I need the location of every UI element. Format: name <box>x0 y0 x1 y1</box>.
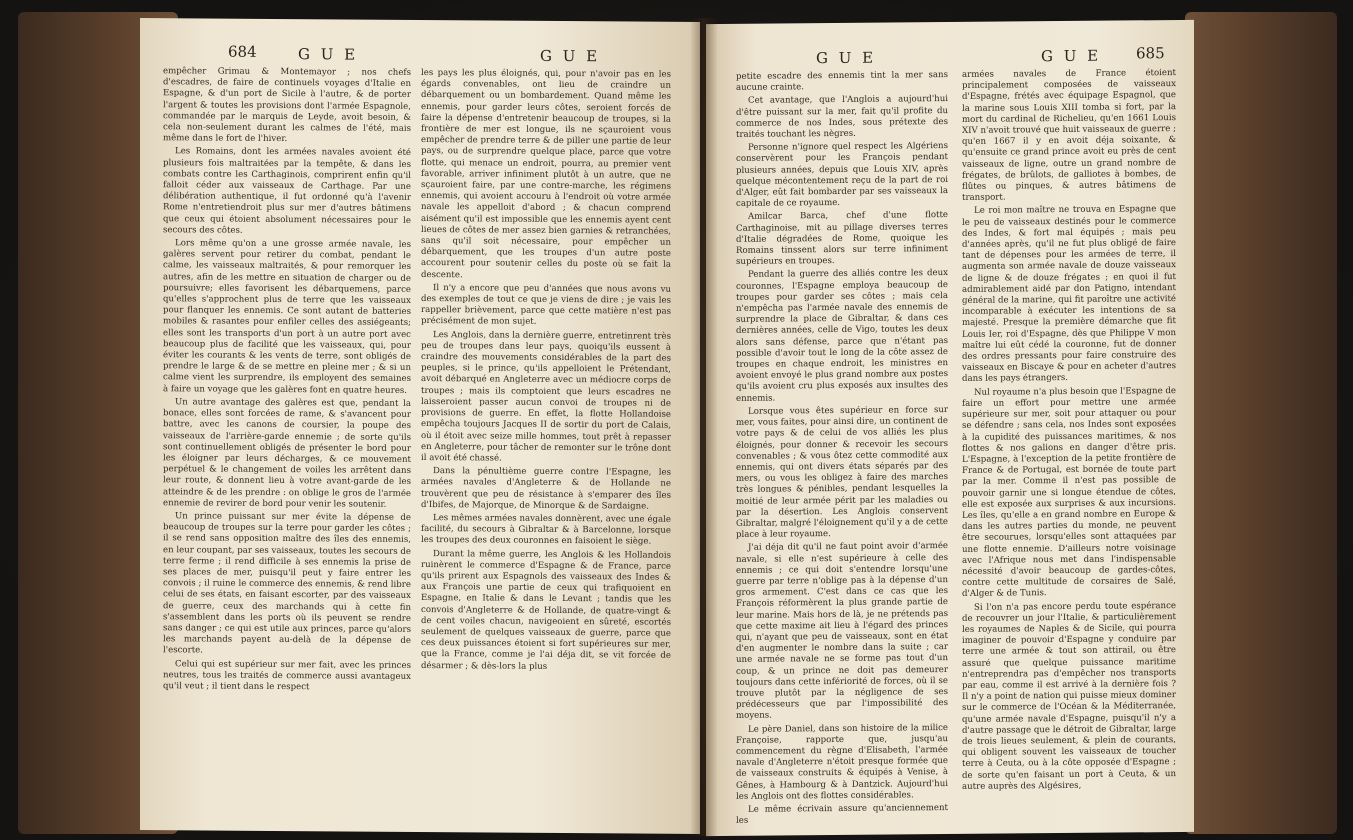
paragraph: Le roi mon maître ne trouva en Espagne que le peu de vaisseaux destinés pour le commerce des Indes, & fort mal équipés ; mais peu d'années après, qu'il ne fut plus obligé de faire tant de dépenses pour les armées de terre, il augmenta son armée navale de douze vaisseaux de ligne & de douze frégates ; en quoi il fut admirablement aidé par don Patigno, intendant général de la marine, qui fit paroître une activité incomparable à exécuter les intentions de sa majesté. Presque la première démarche que fit Louis Ier, roi d'Espagne, dès que Philippe V mon maître lui eût cédé la couronne, fut de donner des ordres pressants pour faire construire des vaisseaux en Biscaye & pour en acheter d'autres dans les pays étrangers. <box>962 204 1176 385</box>
paragraph: Un autre avantage des galères est que, pendant la bonace, elles sont forcées de rame, & s'avancent pour battre, avec les canons de coursier, la poupe des vaisseaux de l'arrière-garde ennemie ; de sorte qu'ils sont continuellement obligés de présenter le bord pour les éloigner par leurs décharges, & ce mouvement perpétuel & le changement de voiles les arrêtent dans leur route, & donnent lieu à votre avant-garde de les atteindre & de les prendre : on oblige le gros de l'armée ennemie de revirer de bord pour venir les soutenir. <box>163 397 411 510</box>
paragraph: Lors même qu'on a une grosse armée navale, les galères servent pour retirer du combat, pendant le calme, les vaisseaux maltraités, & pour remorquer les autres, afin de les mettre en situation de charger ou de poursuivre; elles favorisent les débarquemens, parce qu'elles s'approchent plus de terre que les vaisseaux pour flanquer les ennemis. Ce sont autant de batteries mobiles & rasantes pour enfiler celles des assiégeants; elles sont les transports d'un port à un autre port avec beaucoup plus de facilité que les vaisseaux, qui, pour éviter les courants & les vents de terre, sont obligés de prendre le large & de se mettre en pleine mer ; & si un calme vient les surprendre, ils employent des semaines à faire un voyage que les galères font en quatre heures. <box>163 238 411 396</box>
text-column-2 <box>421 68 671 676</box>
paragraph: Lorsque vous êtes supérieur en force sur mer, vous faites, pour ainsi dire, un continent de votre pays & de celui de vos alliés les plus éloignés, pour donner & recevoir les secours convenables ; & vous ôtez cette commodité aux ennemis, qui ont divers états séparés par des mers, ou vous les obligez à faire des marches très longues & pénibles, pendant lesquelles la moitié de leur armée périt par les maladies ou par la désertion. Les Anglois conservent Gibraltar, malgré l'éloignement qu'il y a de cette place à leur royaume. <box>736 404 948 540</box>
paragraph: Personne n'ignore quel respect les Algériens conservèrent pour les François pendant plusieurs années, depuis que Louis XIV, après quelque mécontentement reçu de la part de roi d'Alger, eût fait bombarder par ses vaisseaux la capitale de ce royaume. <box>736 141 948 210</box>
page-number: 684 <box>228 42 257 61</box>
running-head: G U E <box>298 45 359 64</box>
paragraph: armées navales de France étoient principalement composées de vaisseaux d'Espagne, frétés avec équipage Espagnol, que la marine sous Louis XIII tomba si fort, par la mort du cardinal de Richelieu, qu'en 1661 Louis XIV n'avoit trouvé que huit vaisseaux de guerre ; qu'en 1667 il y en avoit déja soixante, & qu'ensuite ce grand prince avoit eu près de cent vaisseaux de ligne, outre un grand nombre de frégates, de brûlots, de galliotes à bombes, de flûtes ou pinques, & autres bâtimens de transport. <box>962 68 1176 204</box>
right-page <box>706 20 1194 836</box>
paragraph: Dans la pénultième guerre contre l'Espagne, les armées navales d'Angleterre & de Hollande ne trouvèrent que peu de résistance à s'emparer des îles d'Ibifes, de Majorque, de Minorque & de Sardaigne. <box>421 466 671 512</box>
paragraph: Le père Daniel, dans son histoire de la milice Françoise, rapporte que, jusqu'au commencement du règne d'Elisabeth, l'armée navale d'Angleterre n'étoit presque formée que de vaisseaux construits & équipés à Venise, à Gênes, à Hambourg & à Dantzick. Aujourd'hui les Anglois ont des flottes considérables. <box>736 722 948 802</box>
paragraph: Les Anglois, dans la dernière guerre, entretinrent très peu de troupes dans leur pays, quoiqu'ils eussent à craindre des mouvements considérables de la part des peuples, si le prince, qu'ils appelloient le Prétendant, avoit débarqué en Angleterre avec un médiocre corps de troupes ; mais ils comptoient que leurs escadres ne laisseroient passer aucun convoi de troupes ni de provisions de guerre. En effet, la flotte Hollandoise empêcha toujours Jacques II de sortir du port de Calais, où il étoit avec seize mille hommes, tout prêt à repasser en Angleterre, pour tâcher de remonter sur le trône dont il avoit été chassé. <box>421 329 671 464</box>
running-head: G U E <box>540 46 601 66</box>
paragraph: les pays les plus éloignés, qui, pour n'avoir pas en les égards convenables, ont lieu de craindre un débarquement ou un bombardement. Quand même les ennemis, pour garder leurs côtes, seroient forcés de faire la dépense d'entretenir beaucoup de troupes, si la frontière de mer est longue, ils ne sçauroient vous empêcher de prendre terre & de piller une partie de leur pays, ou de surprendre quelque place, parce que votre flotte, qui menace un endroit, pourra, au premier vent favorable, arriver infiniment plutôt à un autre, que ne sçauroient faire, par une contre-marche, les régimens ennemis, qui avoient accouru à l'endroit où votre armée navale les appelloit d'abord ; & chacun comprend aisément qu'il est impossible que les ennemis ayent cent lieues de côtes de mer assez bien garnies & retranchées, sans qu'il soit nécessaire, pour empêcher un débarquement, que les troupes d'un autre poste accourent pour soutenir celles du poste où se fait la descente. <box>421 68 671 280</box>
paragraph: Il n'y a encore que peu d'années que nous avons vu des exemples de tout ce que je viens de dire ; je vais les rappeller brièvement, parce que cette matière n'est pas précisément de mon sujet. <box>421 282 671 328</box>
running-head: G U E <box>816 48 877 68</box>
page-number: 685 <box>1136 44 1165 63</box>
paragraph: Celui qui est supérieur sur mer fait, avec les princes neutres, tous les traités de commerce aussi avantageux qu'il veut ; il tient dans le respect <box>163 658 411 693</box>
paragraph: Cet avantage, que l'Anglois a aujourd'hui d'être puissant sur la mer, fait qu'il profite du commerce de nos Indes, sous prétexte des traités touchant les nègres. <box>736 94 948 140</box>
paragraph: petite escadre des ennemis tint la mer sans aucune crainte. <box>736 70 948 94</box>
paragraph: Amilcar Barca, chef d'une flotte Carthaginoise, mit au pillage diverses terres d'Italie dégradées de Rome, quoique les Romains tinssent alors sur terre infiniment supérieurs en troupes. <box>736 210 948 268</box>
paragraph: Pendant la guerre des alliés contre les deux couronnes, l'Espagne employa beaucoup de troupes pour garder ses côtes ; mais cela n'empêcha pas l'armée navale des ennemis de surprendre la place de Gibraltar, & dans ces dernières années, celle de Vigo, toutes les deux alors sans défense, parce que n'étant pas possible d'avoir tout le long de la côte assez de troupes en chaque endroit, les ministres en avoient envoyé le plus grand nombre aux postes qu'ils avoient cru plus exposés aux insultes des ennemis. <box>736 268 948 404</box>
paragraph: Le même écrivain assure qu'anciennement les <box>736 803 948 827</box>
text-column-1 <box>736 70 948 829</box>
paragraph: Si l'on n'a pas encore perdu toute espérance de recouvrer un jour l'Italie, & particulièrement les royaumes de Naples & de Sicile, qui pourra imaginer de pouvoir d'Espagne y conduire par terre une armée & tout son attirail, ou être assuré que quelque puissance maritime n'entreprendra pas d'empêcher nos transports par eau, comme il est arrivé à la dernière fois ? Il n'y a point de nation qui puisse mieux dominer sur le commerce de l'Océan & la Méditerranée, qu'une armée navale d'Espagne, puisqu'il n'y a d'autre passage que le détroit de Gibraltar, large de trois lieues seulement, & plein de courants, qui obligent souvent les vaisseaux de toucher terre à Ceuta, ou à la côte opposée d'Espagne ; de sorte qu'en faisant un port à Ceuta, & un autre auprès des Algésires, <box>962 600 1176 792</box>
left-page <box>140 18 700 834</box>
paragraph: J'ai déja dit qu'il ne faut point avoir d'armée navale, si elle n'est supérieure à celle des ennemis ; ce qui doit s'entendre lorsqu'une guerre par terre n'oblige pas à la dépense d'un gros armement. C'est dans ce cas que les François réformèrent la plus grande partie de leur marine. Mais hors de là, je ne prétends pas que cette maxime ait lieu à l'égard des princes qui, n'ayant que peu de vaisseaux, sont en état d'en augmenter le nombre dans la suite ; car une armée navale ne se forme pas tout d'un coup, & un prince ne doit pas demeurer toujours dans cette infériorité de forces, où il se trouve plutôt par la négligence de ses prédécesseurs que par l'impossibilité des moyens. <box>736 541 948 722</box>
paragraph: Un prince puissant sur mer évite la dépense de beaucoup de troupes sur la terre pour garder les côtes ; il se rend sans opposition maître des îles des ennemis, en leur coupant, par ses vaisseaux, toutes les secours de terre ferme ; il rend difficile à ses ennemis la prise de ses places de mer, puisqu'il peut y faire entrer les convois ; il ruine le commerce des ennemis, & rend libre celui de ses états, en faisant escorter, par des vaisseaux de guerre, ceux des marchands qui à cette fin s'assemblent dans les ports où ils peuvent se rendre sans danger ; ce qui est utile aux princes, parce qu'alors les marchands payent au-delà de la dépense de l'escorte. <box>163 511 411 656</box>
paragraph: empêcher Grimau & Montemayor ; nos chefs d'escadres, de faire de continuels voyages d'Italie en Espagne, & d'un port de Sicile à l'autre, & de porter l'argent & toutes les provisions dont l'armée Espagnole, commandée par le marquis de Leyde, avoit besoin, & cela non-seulement durant les calmes de l'été, mais même dans le fort de l'hiver. <box>163 66 411 145</box>
paragraph: Nul royaume n'a plus besoin que l'Espagne de faire un effort pour mettre une armée supérieure sur mer, soit pour attaquer ou pour se défendre ; sans cela, nos Indes sont exposées à la cupidité des puissances maritimes, & nos flottes & nos galions en danger d'être pris. L'Espagne, à l'exception de la petite frontière de France & de Portugal, est bornée de toute part par la mer. Comme il n'est pas possible de pouvoir garnir une si longue étendue de côtes, elle est exposée aux surprises & aux incursions. Les îles, qu'elle a en grand nombre en Europe & dans les autres parties du monde, ne peuvent être secourues, lorsqu'elles sont attaquées par une flotte ennemie. D'ailleurs notre voisinage avec l'Afrique nous met dans l'indispensable nécessité d'avoir beaucoup de gardes-côtes, contre cette multitude de corsaires de Salé, d'Alger & de Tunis. <box>962 385 1176 600</box>
running-head: G U E <box>1041 46 1102 66</box>
paragraph: Les mêmes armées navales donnèrent, avec une égale facilité, du secours à Gibraltar & à Barcelonne, lorsque les troupes des deux couronnes en faisoient le siège. <box>421 513 671 547</box>
book-gutter <box>690 18 718 836</box>
text-column-1 <box>163 66 411 696</box>
paragraph: Durant la même guerre, les Anglois & les Hollandois ruinèrent le commerce d'Espagne & de France, parce qu'ils prirent aux Espagnols des vaisseaux des Indes & aux François une partie de ceux qui trafiquoient en Espagne, en Italie & dans le Levant ; tandis que les convois d'Angleterre & de Hollande, de quatre-vingt & de cent voiles chacun, navigeoient en sûreté, escortés seulement de quelques vaisseaux de guerre, parce que ces deux puissances étoient si fort supérieures sur mer, que la France, comme je l'ai déja dit, se vit forcée de désarmer ; & dès-lors la plus <box>421 548 671 672</box>
text-column-2 <box>962 68 1176 795</box>
book-cover-right <box>1185 12 1337 834</box>
paragraph: Les Romains, dont les armées navales avoient été plusieurs fois maltraitées par la tempête, & dans les combats contre les Carthaginois, comprirent enfin qu'il falloit céder aux vaisseaux de Carthage. Par une délibération authentique, il fut ordonné qu'à l'avenir Rome n'entretiendroit plus sur mer d'autres bâtimens que ceux qui étoient absolument nécessaires pour le secours des côtes. <box>163 146 411 236</box>
